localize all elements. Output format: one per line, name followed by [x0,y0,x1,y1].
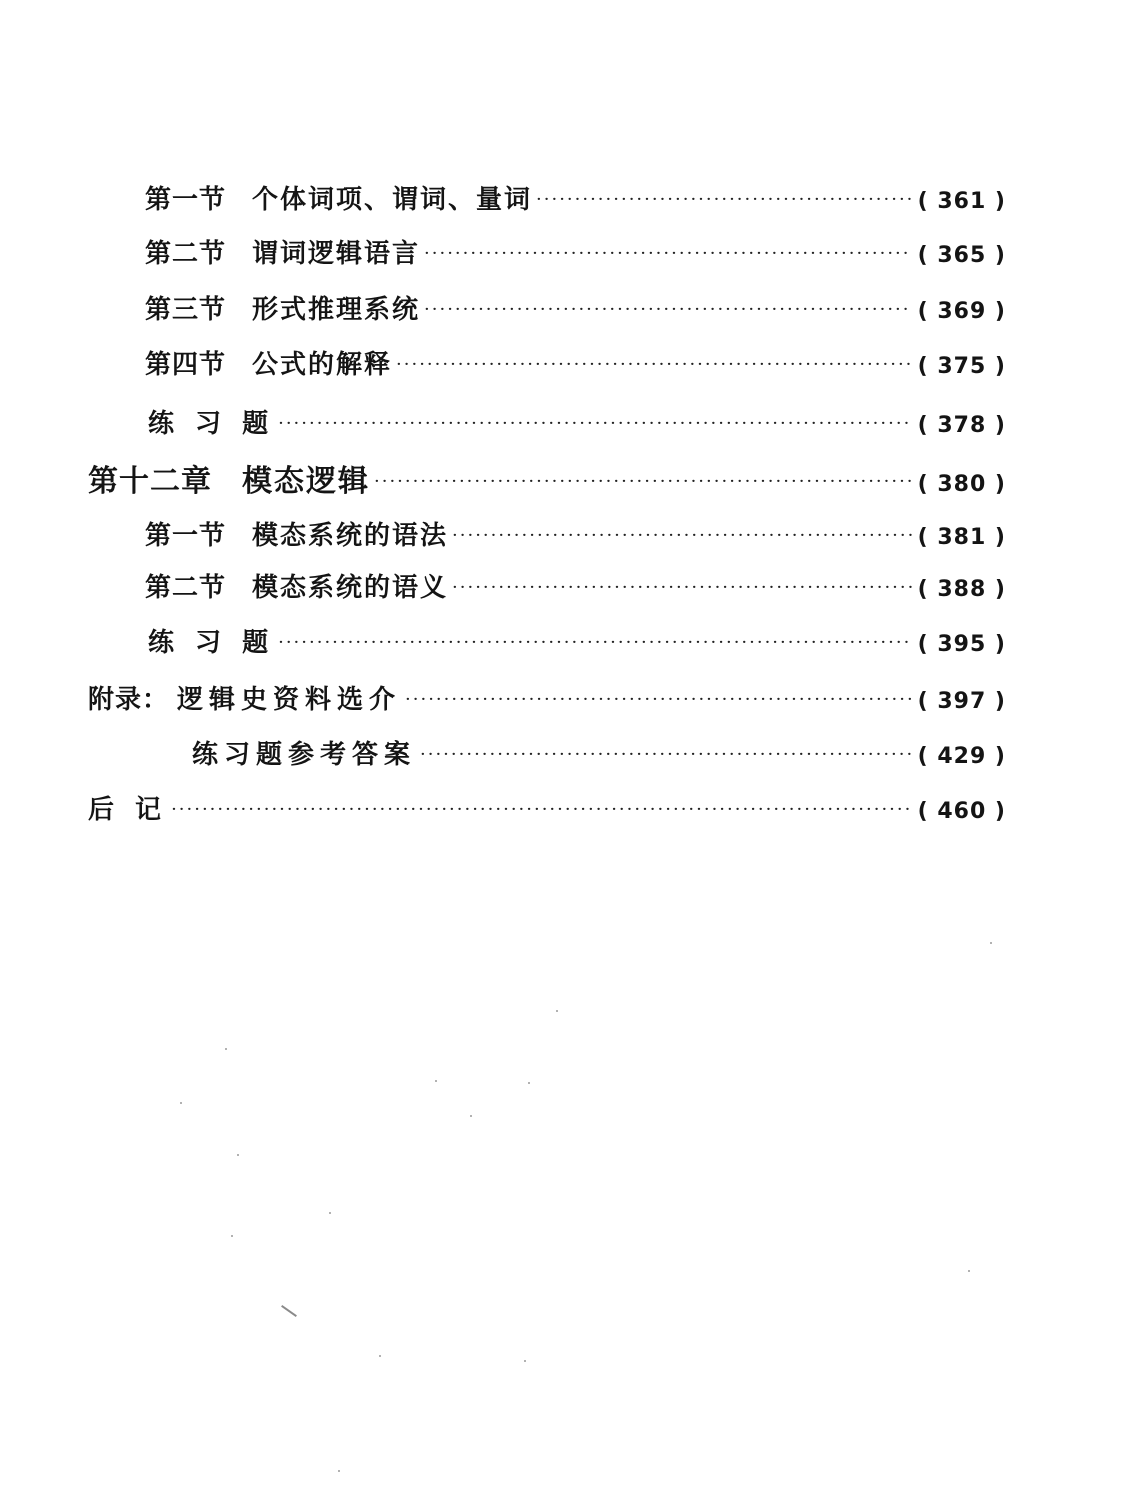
page-number: ( 395 ) [917,632,1006,657]
toc-entry[interactable] [192,735,1006,775]
page-number: ( 378 ) [917,413,1006,438]
scan-speck [990,942,992,944]
dot-leader [171,800,912,820]
toc-entry[interactable] [145,516,1006,556]
entry-title: 练习题参考答案 [192,740,417,770]
page-number: ( 397 ) [917,689,1006,714]
entry-title: 练 习 题 [148,628,275,658]
dot-leader [424,244,912,264]
entry-number: 第一节 [145,185,227,215]
toc-appendix-entry[interactable] [88,680,1006,720]
page-number: ( 375 ) [917,354,1006,379]
dot-leader [396,355,912,375]
entry-title: 练 习 题 [148,409,275,439]
entry-title: 公式的解释 [252,350,393,380]
scan-speck [470,1115,472,1117]
toc-entry[interactable] [145,345,1006,385]
entry-title: 谓词逻辑语言 [252,239,421,269]
dot-leader [452,526,912,546]
entry-number: 第一节 [145,521,227,551]
entry-number: 第三节 [145,295,227,325]
scan-speck [237,1154,239,1156]
page-number: ( 380 ) [917,472,1006,497]
scan-speck [556,1010,558,1012]
entry-title: 个体词项、谓词、量词 [252,185,533,215]
scan-speck [524,1360,526,1362]
scan-speck [180,1102,182,1104]
toc-chapter-entry[interactable] [88,462,1006,502]
page-number: ( 369 ) [917,299,1006,324]
toc-entry[interactable] [145,180,1006,220]
entry-number: 第二节 [145,239,227,269]
scan-speck [231,1235,233,1237]
scan-mark [281,1305,297,1317]
dot-leader [424,300,912,320]
scan-speck [968,1270,970,1272]
scan-speck [329,1212,331,1214]
toc-entry[interactable] [145,568,1006,608]
page-number: ( 361 ) [917,189,1006,214]
page-number: ( 429 ) [917,744,1006,769]
toc-entry[interactable] [148,623,1006,663]
page-number: ( 365 ) [917,243,1006,268]
page-number: ( 460 ) [917,799,1006,824]
entry-title: 模态系统的语法 [252,521,449,551]
chapter-title: 模态逻辑 [242,464,370,499]
page-number: ( 388 ) [917,577,1006,602]
dot-leader [420,745,912,765]
dot-leader [452,578,912,598]
toc-entry[interactable] [148,404,1006,444]
toc-entry[interactable] [145,234,1006,274]
dot-leader [536,190,912,210]
appendix-title: 逻辑史资料选介 [177,685,402,715]
entry-title: 模态系统的语义 [252,573,449,603]
scan-speck [379,1355,381,1357]
chapter-number: 第十二章 [88,464,212,499]
page-number: ( 381 ) [917,525,1006,550]
entry-number: 第二节 [145,573,227,603]
dot-leader [278,414,912,434]
entry-number: 第四节 [145,350,227,380]
scan-speck [435,1080,437,1082]
toc-entry[interactable] [88,790,1006,830]
dot-leader [278,633,912,653]
entry-title: 形式推理系统 [252,295,421,325]
scan-speck [225,1048,227,1050]
scan-speck [528,1082,530,1084]
entry-title: 后 记 [88,795,168,825]
scan-speck [338,1470,340,1472]
toc-entry[interactable] [145,290,1006,330]
dot-leader [405,690,912,710]
appendix-label: 附录： [88,685,170,715]
dot-leader [374,472,912,492]
